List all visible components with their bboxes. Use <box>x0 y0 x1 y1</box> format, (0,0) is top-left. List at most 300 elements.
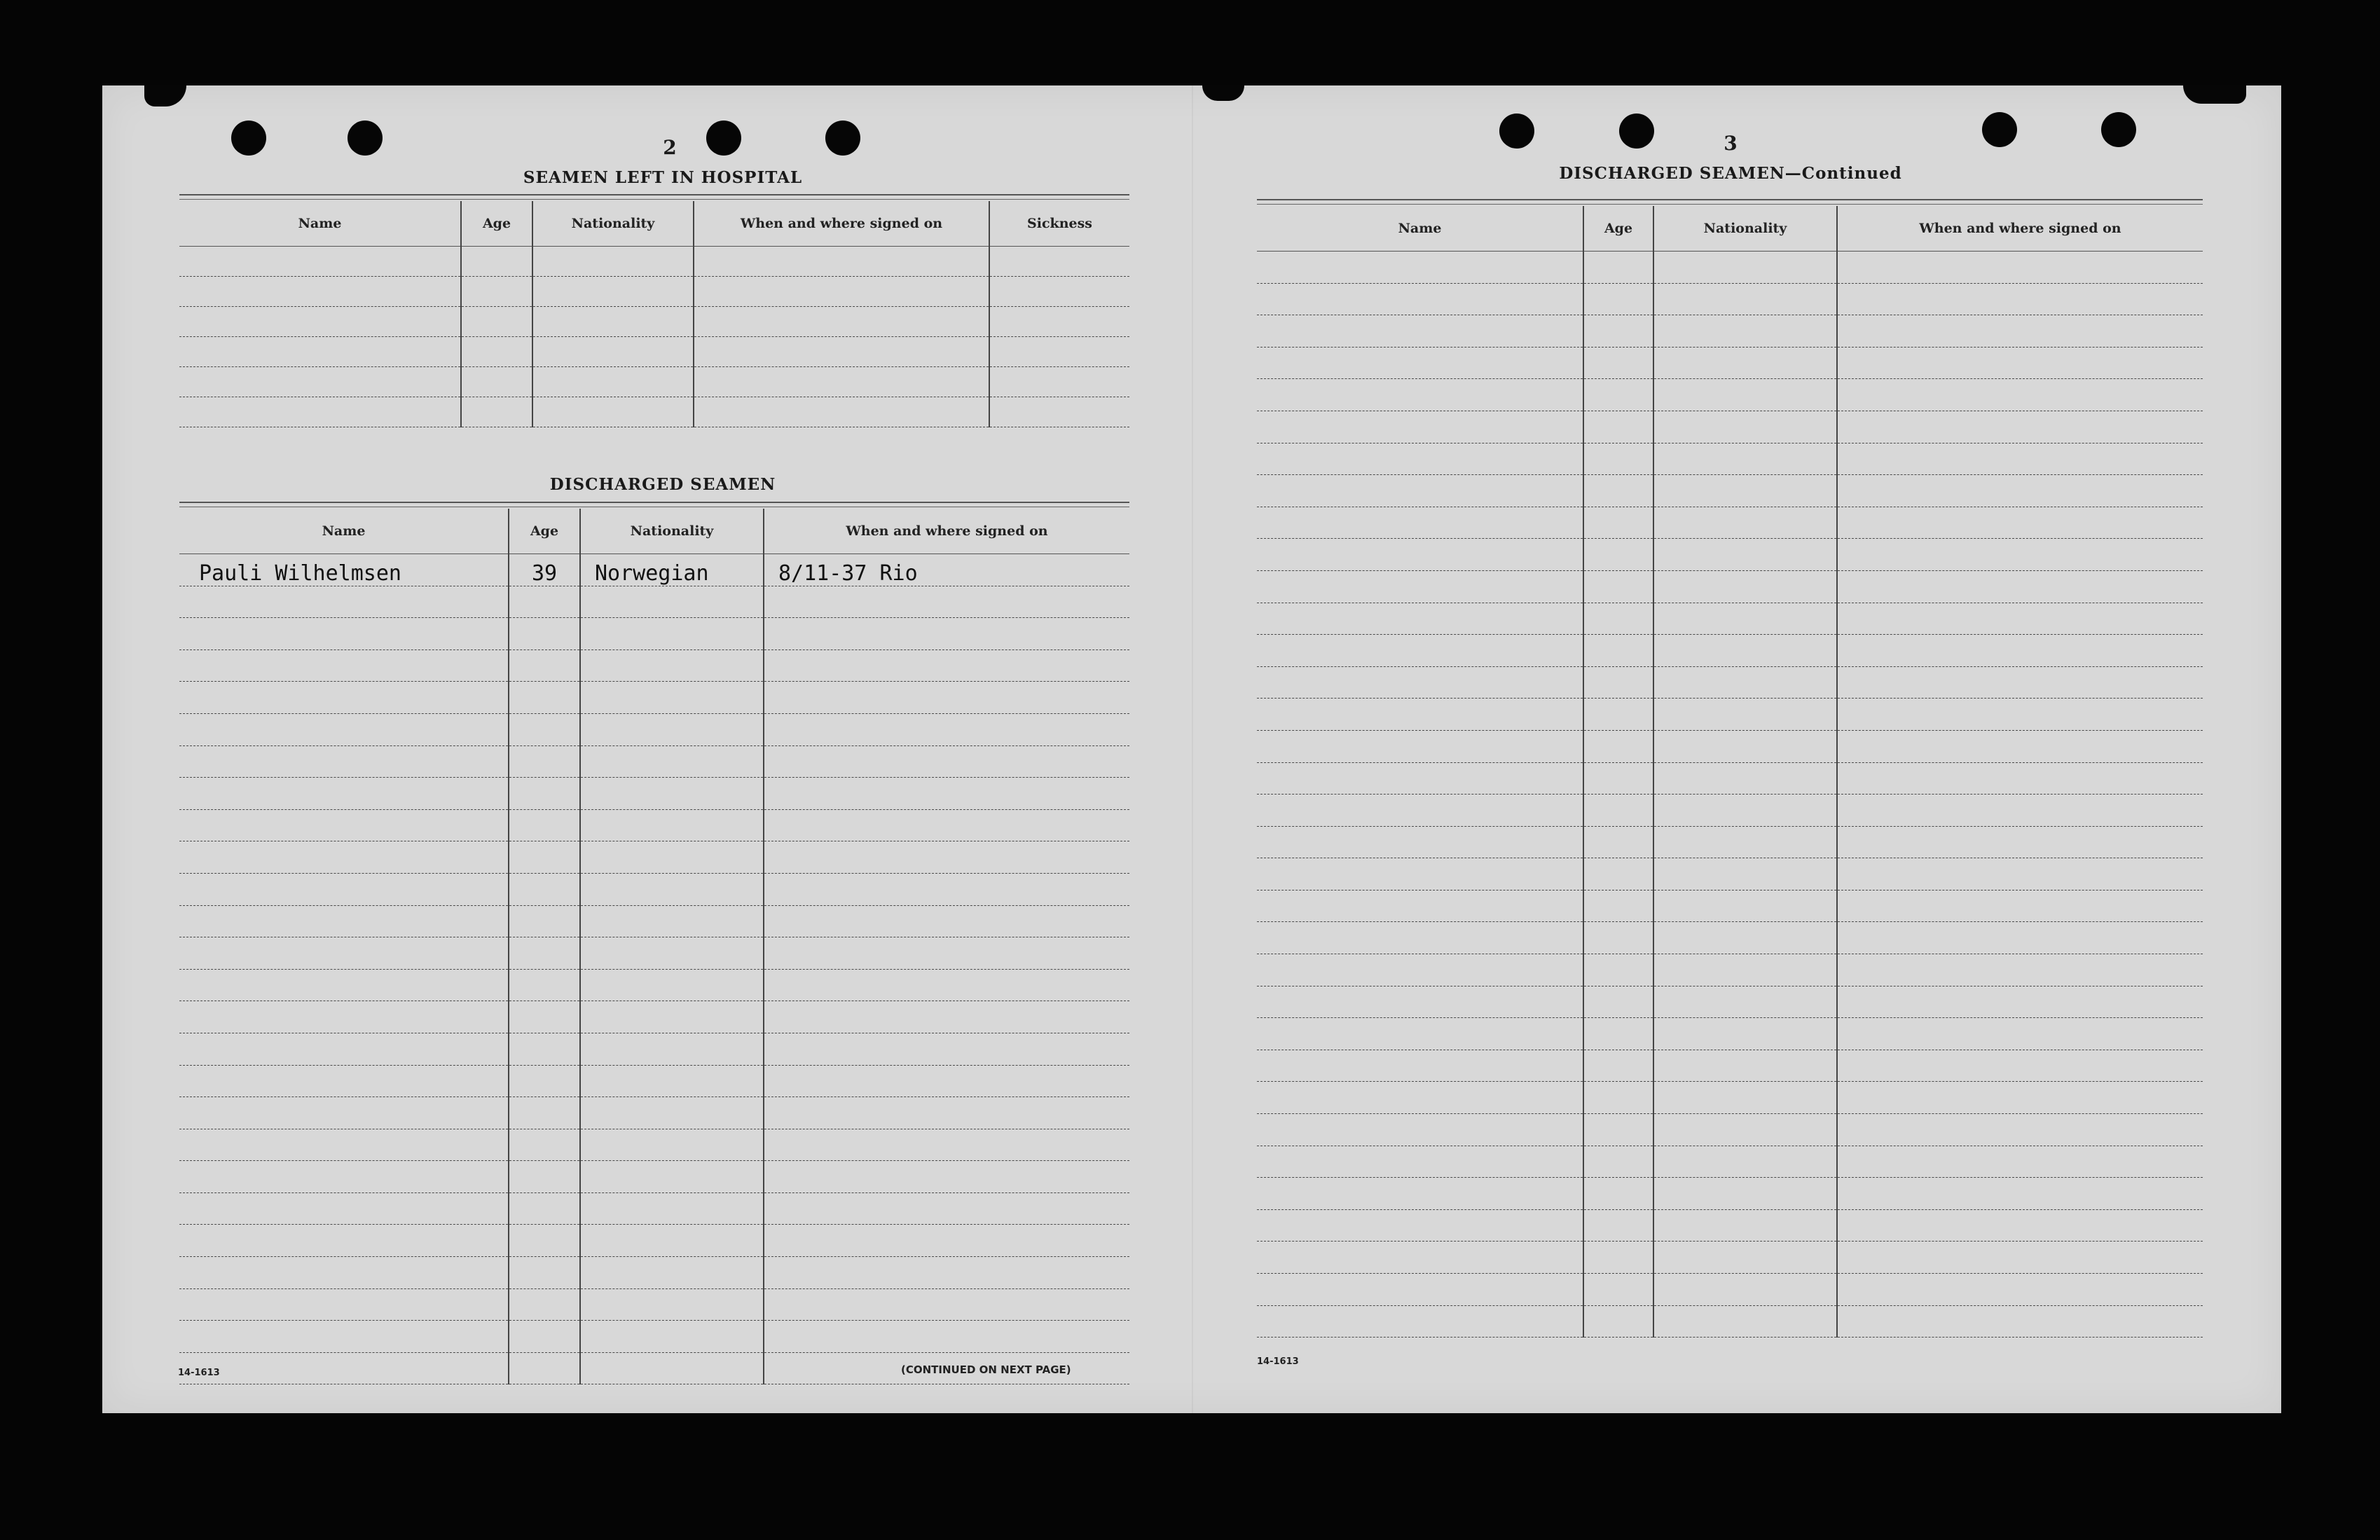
table-cell <box>1257 1018 1583 1050</box>
table-cell <box>1583 1242 1653 1274</box>
table-cell <box>1583 570 1653 603</box>
table-cell <box>1837 858 2203 891</box>
continued-header-row <box>1257 206 2203 252</box>
table-cell <box>1653 1146 1837 1178</box>
table-row <box>1257 1082 2203 1114</box>
table-cell <box>1837 443 2203 475</box>
table-cell <box>989 247 1129 277</box>
table-cell <box>1257 922 1583 954</box>
table-cell <box>580 969 764 1001</box>
table-cell <box>1257 252 1583 284</box>
table-cell <box>764 1129 1129 1161</box>
table-cell <box>1653 1082 1837 1114</box>
table-row <box>1257 1114 2203 1146</box>
table-cell <box>179 809 509 841</box>
table-cell <box>1257 826 1583 858</box>
table-cell <box>179 277 461 307</box>
table-cell <box>1653 795 1837 827</box>
table-cell <box>1837 411 2203 443</box>
table-cell <box>1583 379 1653 411</box>
table-cell <box>509 1161 580 1193</box>
table-cell <box>509 1225 580 1257</box>
column-header-signed-on: When and where signed on <box>694 201 989 247</box>
table-cell <box>179 905 509 937</box>
table-cell <box>1257 539 1583 571</box>
right-page-title: DISCHARGED SEAMEN—Continued <box>1559 164 1902 183</box>
table-cell <box>1653 730 1837 762</box>
table-cell <box>509 778 580 810</box>
table-cell <box>509 1321 580 1353</box>
table-cell <box>1257 635 1583 667</box>
table-cell <box>1837 730 2203 762</box>
table-cell <box>509 809 580 841</box>
table-cell <box>1837 635 2203 667</box>
table-row <box>179 649 1129 682</box>
table-cell <box>509 1033 580 1065</box>
table-cell <box>1837 795 2203 827</box>
table-cell <box>179 682 509 714</box>
table-cell <box>1583 890 1653 922</box>
table-cell <box>580 1257 764 1289</box>
table-row <box>179 873 1129 905</box>
table-cell <box>1837 315 2203 348</box>
table-cell <box>1653 252 1837 284</box>
table-cell <box>1583 699 1653 731</box>
table-cell <box>580 1161 764 1193</box>
table-cell <box>989 367 1129 397</box>
table-cell <box>1583 475 1653 507</box>
section-rule <box>179 502 1129 503</box>
table-cell <box>509 1288 580 1321</box>
table-cell <box>580 682 764 714</box>
table-row <box>179 554 1129 586</box>
table-cell: 8/11-37 Rio <box>764 554 1129 586</box>
table-cell <box>580 1225 764 1257</box>
table-cell <box>580 873 764 905</box>
table-cell <box>1257 411 1583 443</box>
table-cell <box>989 337 1129 367</box>
table-row <box>1257 1018 2203 1050</box>
table-cell <box>1837 603 2203 635</box>
table-cell <box>509 682 580 714</box>
table-cell <box>1837 1242 2203 1274</box>
table-cell <box>179 841 509 874</box>
table-cell <box>1583 507 1653 539</box>
table-cell <box>1257 1146 1583 1178</box>
table-cell <box>764 1161 1129 1193</box>
table-row <box>179 1257 1129 1289</box>
table-cell <box>1653 954 1837 986</box>
table-cell <box>179 307 461 337</box>
table-cell <box>532 337 694 367</box>
table-cell <box>1837 1178 2203 1210</box>
hospital-section-title: SEAMEN LEFT IN HOSPITAL <box>523 168 803 187</box>
discharged-section-title: DISCHARGED SEAMEN <box>549 475 776 494</box>
section-rule <box>1257 204 2203 205</box>
table-cell <box>1257 1274 1583 1306</box>
table-cell <box>989 277 1129 307</box>
table-cell <box>764 1257 1129 1289</box>
table-cell <box>1583 730 1653 762</box>
column-header-name: Name <box>179 201 461 247</box>
table-cell <box>764 905 1129 937</box>
punch-hole <box>231 121 266 156</box>
table-cell <box>1837 666 2203 699</box>
table-cell <box>1583 1114 1653 1146</box>
table-cell <box>764 618 1129 650</box>
table-cell <box>532 277 694 307</box>
table-cell <box>1583 1018 1653 1050</box>
table-cell <box>509 745 580 778</box>
table-cell <box>764 682 1129 714</box>
table-cell <box>1257 795 1583 827</box>
table-cell <box>179 778 509 810</box>
table-cell <box>179 618 509 650</box>
table-cell <box>179 247 461 277</box>
table-cell <box>1653 347 1837 379</box>
table-cell <box>509 1192 580 1225</box>
table-cell <box>1653 603 1837 635</box>
table-cell <box>1583 315 1653 348</box>
table-cell <box>532 367 694 397</box>
punch-hole <box>825 121 860 156</box>
table-cell <box>1837 954 2203 986</box>
table-cell <box>509 713 580 745</box>
table-cell: Pauli Wilhelmsen <box>179 554 509 586</box>
continued-note: (CONTINUED ON NEXT PAGE) <box>901 1363 1071 1376</box>
table-row <box>1257 1209 2203 1242</box>
table-cell <box>580 1192 764 1225</box>
table-cell <box>179 873 509 905</box>
table-row <box>179 1321 1129 1353</box>
column-header-age: Age <box>1583 206 1653 252</box>
table-row <box>179 809 1129 841</box>
table-cell <box>1583 539 1653 571</box>
table-cell <box>1257 1209 1583 1242</box>
table-row <box>1257 954 2203 986</box>
torn-edge <box>144 85 186 106</box>
right-page-number: 3 <box>1724 132 1738 155</box>
table-cell <box>580 809 764 841</box>
table-cell <box>1837 1082 2203 1114</box>
table-cell <box>179 1352 509 1384</box>
table-cell <box>764 841 1129 874</box>
table-cell <box>1653 890 1837 922</box>
table-cell <box>1583 411 1653 443</box>
table-cell <box>461 307 532 337</box>
table-cell <box>1583 795 1653 827</box>
form-number: 14-1613 <box>178 1368 220 1378</box>
left-page-number: 2 <box>663 136 677 159</box>
table-cell <box>1653 411 1837 443</box>
table-cell <box>1257 730 1583 762</box>
table-cell: Norwegian <box>580 554 764 586</box>
table-cell <box>764 1225 1129 1257</box>
table-cell <box>1837 922 2203 954</box>
hospital-header-row <box>179 201 1129 247</box>
table-cell <box>694 367 989 397</box>
table-row <box>179 1033 1129 1065</box>
table-cell <box>1837 1209 2203 1242</box>
table-cell <box>509 1065 580 1097</box>
table-cell <box>1837 826 2203 858</box>
table-row <box>1257 1274 2203 1306</box>
table-cell <box>1837 507 2203 539</box>
table-cell <box>461 397 532 427</box>
table-cell <box>580 841 764 874</box>
table-cell <box>509 1097 580 1129</box>
table-cell <box>1257 1082 1583 1114</box>
table-cell <box>580 778 764 810</box>
table-cell <box>532 247 694 277</box>
table-cell <box>1257 890 1583 922</box>
table-row <box>1257 443 2203 475</box>
table-cell <box>580 1033 764 1065</box>
table-cell <box>764 778 1129 810</box>
table-cell <box>1653 507 1837 539</box>
column-header-signed-on: When and where signed on <box>1837 206 2203 252</box>
punch-hole <box>348 121 383 156</box>
table-cell <box>1837 1305 2203 1338</box>
table-cell <box>1257 858 1583 891</box>
table-cell <box>1583 762 1653 795</box>
table-row <box>179 778 1129 810</box>
table-row <box>179 841 1129 874</box>
table-cell <box>461 337 532 367</box>
table-cell <box>1257 1305 1583 1338</box>
table-cell <box>1837 1018 2203 1050</box>
table-row <box>179 905 1129 937</box>
table-cell <box>509 1001 580 1033</box>
table-cell <box>1257 666 1583 699</box>
table-cell <box>1257 954 1583 986</box>
table-cell <box>1257 315 1583 348</box>
table-cell <box>1583 603 1653 635</box>
table-cell <box>1583 1274 1653 1306</box>
table-cell <box>179 1097 509 1129</box>
column-header-nationality: Nationality <box>532 201 694 247</box>
table-cell <box>764 1033 1129 1065</box>
column-header-nationality: Nationality <box>580 509 764 554</box>
table-cell <box>694 307 989 337</box>
table-cell <box>1583 1305 1653 1338</box>
table-cell <box>179 937 509 970</box>
table-cell <box>1583 922 1653 954</box>
table-cell <box>1257 762 1583 795</box>
table-cell <box>1257 1114 1583 1146</box>
table-cell <box>179 586 509 618</box>
table-cell <box>580 1352 764 1384</box>
table-row <box>1257 922 2203 954</box>
punch-hole <box>706 121 741 156</box>
table-cell <box>1583 347 1653 379</box>
table-row <box>179 367 1129 397</box>
table-cell <box>1583 1050 1653 1082</box>
table-cell <box>509 937 580 970</box>
table-cell <box>509 1129 580 1161</box>
table-cell <box>580 1288 764 1321</box>
table-cell <box>1653 826 1837 858</box>
column-header-name: Name <box>1257 206 1583 252</box>
table-cell <box>509 649 580 682</box>
table-cell <box>1837 986 2203 1018</box>
table-cell <box>1837 1146 2203 1178</box>
table-row <box>179 397 1129 427</box>
table-cell <box>1257 347 1583 379</box>
torn-edge <box>1202 85 1244 101</box>
table-cell <box>764 969 1129 1001</box>
table-cell <box>1653 283 1837 315</box>
table-cell <box>1653 666 1837 699</box>
table-row <box>179 1001 1129 1033</box>
table-cell: 39 <box>509 554 580 586</box>
discharged-table <box>179 509 1129 1384</box>
table-cell <box>509 1352 580 1384</box>
table-cell <box>1257 475 1583 507</box>
column-header-name: Name <box>179 509 509 554</box>
table-cell <box>1653 1178 1837 1210</box>
table-cell <box>764 1288 1129 1321</box>
table-cell <box>1653 443 1837 475</box>
table-cell <box>764 937 1129 970</box>
table-row <box>1257 890 2203 922</box>
table-cell <box>179 1192 509 1225</box>
table-cell <box>1653 315 1837 348</box>
table-cell <box>1583 443 1653 475</box>
table-cell <box>179 1161 509 1193</box>
section-rule <box>179 194 1129 195</box>
table-row <box>1257 1050 2203 1082</box>
table-cell <box>1837 1274 2203 1306</box>
table-row <box>1257 666 2203 699</box>
table-cell <box>179 1257 509 1289</box>
table-cell <box>1257 283 1583 315</box>
table-cell <box>764 873 1129 905</box>
table-cell <box>580 1129 764 1161</box>
table-row <box>179 307 1129 337</box>
table-cell <box>1653 922 1837 954</box>
table-cell <box>532 307 694 337</box>
table-cell <box>1837 347 2203 379</box>
table-cell <box>1837 539 2203 571</box>
table-cell <box>509 586 580 618</box>
torn-edge <box>2183 85 2246 104</box>
table-row <box>179 247 1129 277</box>
table-row <box>1257 603 2203 635</box>
table-row <box>179 1225 1129 1257</box>
table-row <box>179 1097 1129 1129</box>
table-cell <box>1583 826 1653 858</box>
table-cell <box>989 307 1129 337</box>
table-cell <box>694 247 989 277</box>
table-cell <box>509 1257 580 1289</box>
table-row <box>1257 730 2203 762</box>
table-cell <box>764 649 1129 682</box>
table-row <box>179 1161 1129 1193</box>
table-cell <box>764 1065 1129 1097</box>
table-row <box>1257 1178 2203 1210</box>
table-cell <box>179 337 461 367</box>
table-cell <box>1653 539 1837 571</box>
table-cell <box>1837 252 2203 284</box>
section-rule <box>1257 199 2203 200</box>
table-cell <box>1653 1018 1837 1050</box>
table-cell <box>1653 1274 1837 1306</box>
table-cell <box>1653 475 1837 507</box>
table-cell <box>461 367 532 397</box>
table-cell <box>1653 635 1837 667</box>
table-cell <box>580 905 764 937</box>
discharged-header-row <box>179 509 1129 554</box>
table-cell <box>1653 379 1837 411</box>
column-header-age: Age <box>461 201 532 247</box>
table-cell <box>1257 443 1583 475</box>
table-row <box>1257 411 2203 443</box>
table-cell <box>1583 252 1653 284</box>
table-row <box>1257 986 2203 1018</box>
table-row <box>1257 315 2203 348</box>
table-cell <box>694 397 989 427</box>
table-row <box>1257 795 2203 827</box>
ledger-paper <box>102 85 2281 1413</box>
table-cell <box>179 1065 509 1097</box>
table-cell <box>580 618 764 650</box>
table-cell <box>1837 570 2203 603</box>
table-cell <box>1837 890 2203 922</box>
table-cell <box>764 586 1129 618</box>
table-cell <box>1653 762 1837 795</box>
table-cell <box>1583 666 1653 699</box>
table-cell <box>179 397 461 427</box>
table-row <box>1257 347 2203 379</box>
table-cell <box>1583 283 1653 315</box>
table-cell <box>179 1001 509 1033</box>
table-cell <box>1837 379 2203 411</box>
table-row <box>179 1129 1129 1161</box>
table-row <box>1257 1146 2203 1178</box>
table-cell <box>1653 1114 1837 1146</box>
table-row <box>179 745 1129 778</box>
table-row <box>179 713 1129 745</box>
table-cell <box>580 649 764 682</box>
column-header-nationality: Nationality <box>1653 206 1837 252</box>
table-row <box>179 1192 1129 1225</box>
column-header-sickness: Sickness <box>989 201 1129 247</box>
table-cell <box>1837 1114 2203 1146</box>
table-cell <box>1653 1209 1837 1242</box>
table-cell <box>1653 1050 1837 1082</box>
table-row <box>1257 762 2203 795</box>
table-row <box>1257 858 2203 891</box>
column-header-age: Age <box>509 509 580 554</box>
table-cell <box>179 1321 509 1353</box>
table-cell <box>580 586 764 618</box>
table-cell <box>509 969 580 1001</box>
table-cell <box>1837 762 2203 795</box>
table-cell <box>694 277 989 307</box>
table-cell <box>1583 1146 1653 1178</box>
column-header-signed-on: When and where signed on <box>764 509 1129 554</box>
table-row <box>1257 539 2203 571</box>
table-cell <box>1257 1242 1583 1274</box>
table-row <box>179 618 1129 650</box>
table-cell <box>461 247 532 277</box>
table-cell <box>1257 379 1583 411</box>
table-row <box>179 1288 1129 1321</box>
table-cell <box>509 873 580 905</box>
table-cell <box>509 618 580 650</box>
table-cell <box>764 809 1129 841</box>
